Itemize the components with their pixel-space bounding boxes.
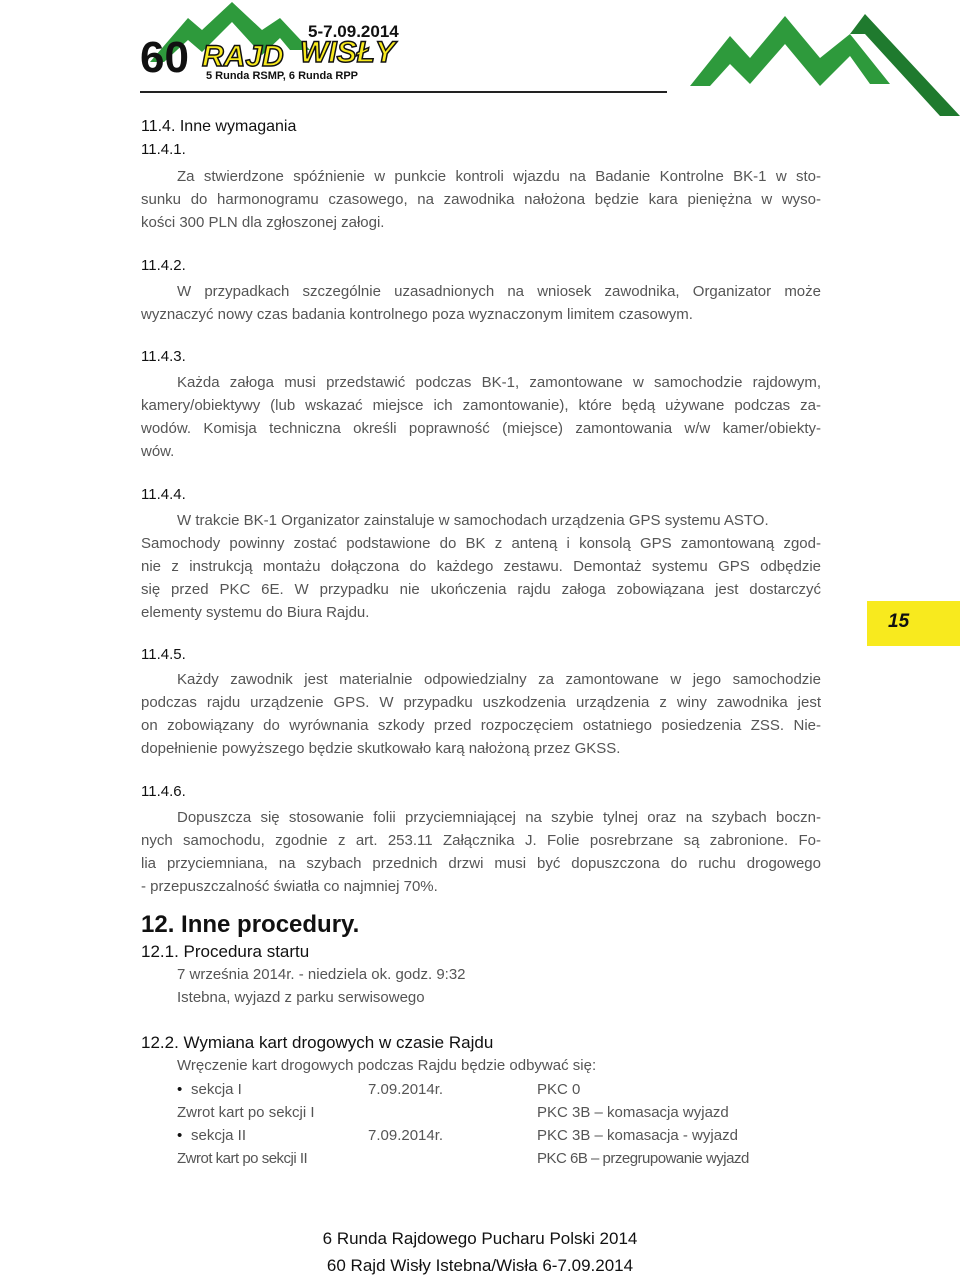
logo-rajd: RAJD [202, 40, 284, 73]
item-number: 11.4.4. [141, 486, 186, 503]
item-number: 11.4.2. [141, 257, 186, 274]
paragraph-11-4-3 [141, 371, 821, 463]
text-line: lia przyciemniana, na szybach przednich drzwi musi być dopuszczona do ruchu drogowego [141, 855, 821, 872]
rally-logo [140, 0, 440, 82]
text-line: elementy systemu do Biura Rajdu. [141, 604, 370, 621]
text-line: kamery/obiektywy (lub wskazać miejsce ich zamontowanie), które będą używane podczas za- [141, 397, 821, 414]
page-number-tab [867, 601, 960, 646]
text-line: wodów. Komisja techniczna określi poprawność (miejsce) zamontowania w/w kamer/obiekty- [141, 420, 821, 437]
logo-rounds: 5 Runda RSMP, 6 Runda RPP [206, 70, 358, 82]
item-number: 11.4.6. [141, 783, 186, 800]
item-number: 11.4.1. [141, 141, 186, 158]
section-title-11-4: 11.4. Inne wymagania [141, 118, 297, 135]
text-line: Dopuszcza się stosowanie folii przyciemniającej na szybie tylnej oraz na szybach boczn- [177, 809, 821, 826]
section-title-12: 12. Inne procedury. [141, 911, 360, 938]
footer-line-1: 6 Runda Rajdowego Pucharu Polski 2014 [322, 1229, 638, 1248]
row-control: PKC 3B – komasacja - wyjazd [537, 1127, 738, 1144]
logo-wisly: WISŁY [300, 36, 395, 69]
logo-number: 60 [140, 33, 189, 82]
header-rule [140, 91, 667, 93]
paragraph-11-4-2 [141, 280, 821, 326]
text-line: nie z instrukcją montażu dołączona do każdego zestawu. Demontaż systemu GPS odbędzie [141, 558, 821, 575]
row-control: PKC 6B – przegrupowanie wyjazd [537, 1150, 749, 1167]
paragraph-11-4-6 [141, 806, 821, 898]
text-line: W przypadkach szczególnie uzasadnionych na wniosek zawodnika, Organizator może [177, 283, 821, 300]
row-date: 7.09.2014r. [368, 1127, 444, 1144]
row-date: 7.09.2014r. [368, 1081, 444, 1098]
footer-line-2: 60 Rajd Wisły Istebna/Wisła 6-7.09.2014 [326, 1256, 634, 1275]
page-number: 15 [888, 611, 910, 632]
text-line: on zobowiązany do wyrównania szkody przed rozpoczęciem ostatniego posiedzenia ZSS. Nie- [141, 717, 821, 734]
text-line: Samochody powinny zostać podstawione do BK z anteną i konsolą GPS zamontowaną zgod- [141, 535, 821, 552]
text-line: dopełnienie powyższego będzie skutkowało karą nałożoną przez GKSS. [141, 740, 621, 757]
cards-intro: Wręczenie kart drogowych podczas Rajdu będzie odbywać się: [177, 1057, 597, 1074]
start-place-line: Istebna, wyjazd z parku serwisowego [177, 989, 425, 1006]
text-line: nych samochodu, zgodnie z art. 253.11 Załącznika J. Folie posrebrzane są zabronione. Fo- [141, 832, 821, 849]
row-section: sekcja II [191, 1127, 247, 1144]
bullet: • [177, 1127, 183, 1144]
text-line: sunku do harmonogramu czasowego, na zawodnika nałożona będzie kara pieniężna w wyso- [141, 191, 821, 208]
subsection-title-12-1: 12.1. Procedura startu [141, 942, 310, 961]
bullet: • [177, 1081, 183, 1098]
paragraph-11-4-5 [141, 668, 821, 760]
paragraph-11-4-4 [141, 509, 821, 624]
row-section: sekcja I [191, 1081, 242, 1098]
text-line: - przepuszczalność światła co najmniej 70%. [141, 878, 438, 895]
text-line: W trakcie BK-1 Organizator zainstaluje w samochodach urządzenia GPS systemu ASTO. [177, 512, 769, 529]
text-line: wyznaczyć nowy czas badania kontrolnego poza wyznaczonym limitem czasowym. [141, 306, 693, 323]
row-section: Zwrot kart po sekcji II [177, 1150, 308, 1167]
text-line: kości 300 PLN dla zgłoszonej załogi. [141, 214, 385, 231]
row-control: PKC 0 [537, 1081, 581, 1098]
item-number: 11.4.5. [141, 646, 186, 663]
row-control: PKC 3B – komasacja wyjazd [537, 1104, 729, 1121]
item-number: 11.4.3. [141, 348, 186, 365]
subsection-title-12-2: 12.2. Wymiana kart drogowych w czasie Rajdu [141, 1033, 494, 1052]
logo-dates: 5-7.09.2014 [308, 22, 399, 41]
start-date-line: 7 września 2014r. - niedziela ok. godz. 9:32 [177, 966, 466, 983]
text-line: podczas rajdu urządzenie GPS. W przypadku uszkodzenia urządzenia z winy zawodnika jest [141, 694, 821, 711]
text-line: się przed PKC 6E. W przypadku nie ukończenia rajdu załoga zobowiązana jest dostarczyć [141, 581, 821, 598]
text-line: Każda załoga musi przedstawić podczas BK-1, zamontowane w samochodzie rajdowym, [177, 374, 821, 391]
text-line: Za stwierdzone spóźnienie w punkcie kontroli wjazdu na Badanie Kontrolne BK-1 w sto- [177, 168, 821, 185]
paragraph-11-4-1 [141, 165, 821, 234]
text-line: Każdy zawodnik jest materialnie odpowiedzialny za zamontowane w jego samochodzie [177, 671, 821, 688]
text-line: wów. [141, 443, 175, 460]
mountain-logo-right [690, 6, 960, 118]
row-section: Zwrot kart po sekcji I [177, 1104, 315, 1121]
